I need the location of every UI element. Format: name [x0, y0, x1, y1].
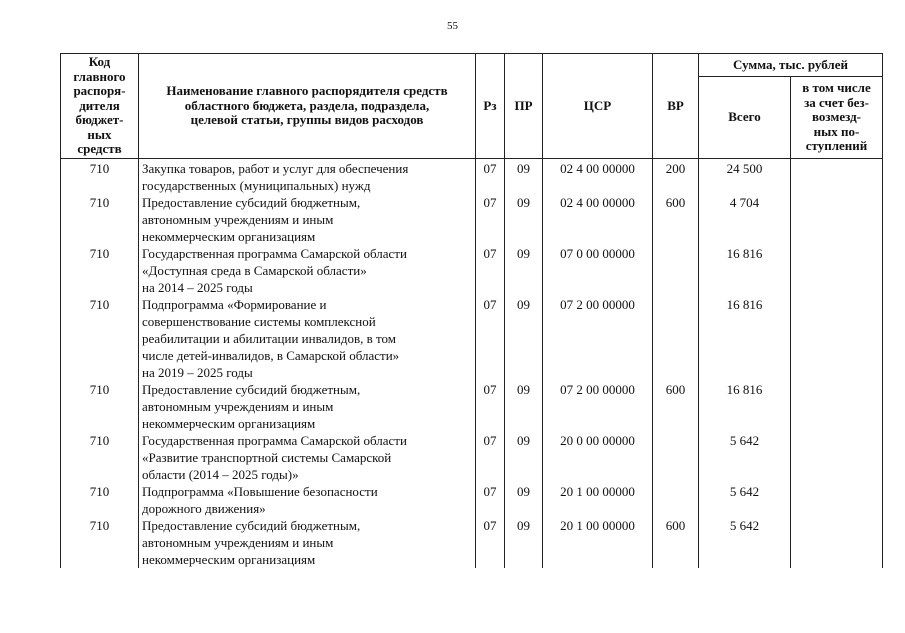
cell-code: 710 [61, 432, 139, 483]
cell-pr: 09 [505, 432, 543, 483]
table-header [61, 54, 883, 159]
header-sum-group: Сумма, тыс. рублей [699, 54, 883, 77]
table-row [61, 194, 883, 245]
cell-vr [653, 432, 699, 483]
header-code: Код главного распоря- дителя бюджет- ных средств [61, 54, 139, 159]
cell-gratuitous [791, 194, 883, 245]
cell-vr: 600 [653, 517, 699, 568]
cell-code: 710 [61, 381, 139, 432]
table-row [61, 517, 883, 568]
cell-vr [653, 296, 699, 381]
cell-total: 5 642 [699, 517, 791, 568]
table-row [61, 158, 883, 194]
cell-csr: 02 4 00 00000 [543, 158, 653, 194]
cell-csr: 20 1 00 00000 [543, 517, 653, 568]
header-gratuitous: в том числе за счет без- возмезд- ных по- ступлений [791, 77, 883, 159]
cell-name: Подпрограмма «Повышение безопасности дорожного движения» [139, 483, 476, 517]
cell-rz: 07 [476, 483, 505, 517]
cell-csr: 07 2 00 00000 [543, 381, 653, 432]
cell-vr: 600 [653, 194, 699, 245]
cell-rz: 07 [476, 158, 505, 194]
cell-pr: 09 [505, 483, 543, 517]
cell-gratuitous [791, 432, 883, 483]
cell-csr: 07 2 00 00000 [543, 296, 653, 381]
cell-gratuitous [791, 517, 883, 568]
table-row [61, 432, 883, 483]
cell-code: 710 [61, 194, 139, 245]
table-row [61, 296, 883, 381]
cell-name: Государственная программа Самарской области «Доступная среда в Самарской области» на 2014 – 2025 годы [139, 245, 476, 296]
cell-gratuitous [791, 483, 883, 517]
cell-gratuitous [791, 245, 883, 296]
header-pr: ПР [505, 54, 543, 159]
header-name: Наименование главного распорядителя средств областного бюджета, раздела, подраздела, целевой статьи, группы видов расходов [139, 54, 476, 159]
cell-total: 5 642 [699, 483, 791, 517]
cell-rz: 07 [476, 194, 505, 245]
header-rz: Рз [476, 54, 505, 159]
cell-csr: 02 4 00 00000 [543, 194, 653, 245]
table-row [61, 381, 883, 432]
cell-code: 710 [61, 517, 139, 568]
cell-csr: 20 0 00 00000 [543, 432, 653, 483]
cell-pr: 09 [505, 381, 543, 432]
cell-total: 5 642 [699, 432, 791, 483]
cell-csr: 20 1 00 00000 [543, 483, 653, 517]
cell-vr: 600 [653, 381, 699, 432]
cell-gratuitous [791, 296, 883, 381]
cell-pr: 09 [505, 517, 543, 568]
cell-csr: 07 0 00 00000 [543, 245, 653, 296]
cell-code: 710 [61, 483, 139, 517]
cell-gratuitous [791, 158, 883, 194]
cell-name: Подпрограмма «Формирование и совершенствование системы комплексной реабилитации и абилитации инвалидов, в том числе детей-инвалидов, в Самарской области» на 2019 – 2025 годы [139, 296, 476, 381]
cell-total: 16 816 [699, 381, 791, 432]
cell-code: 710 [61, 296, 139, 381]
table-row [61, 245, 883, 296]
cell-name: Предоставление субсидий бюджетным, автономным учреждениям и иным некоммерческим организациям [139, 517, 476, 568]
cell-total: 24 500 [699, 158, 791, 194]
cell-total: 16 816 [699, 245, 791, 296]
cell-vr [653, 483, 699, 517]
cell-total: 16 816 [699, 296, 791, 381]
header-csr: ЦСР [543, 54, 653, 159]
header-vr: ВР [653, 54, 699, 159]
cell-rz: 07 [476, 517, 505, 568]
cell-name: Предоставление субсидий бюджетным, автономным учреждениям и иным некоммерческим организациям [139, 194, 476, 245]
cell-pr: 09 [505, 194, 543, 245]
cell-pr: 09 [505, 158, 543, 194]
cell-rz: 07 [476, 245, 505, 296]
cell-gratuitous [791, 381, 883, 432]
cell-rz: 07 [476, 432, 505, 483]
cell-pr: 09 [505, 245, 543, 296]
cell-vr: 200 [653, 158, 699, 194]
cell-name: Закупка товаров, работ и услуг для обеспечения государственных (муниципальных) нужд [139, 158, 476, 194]
page-number: 55 [447, 20, 458, 32]
cell-pr: 09 [505, 296, 543, 381]
cell-total: 4 704 [699, 194, 791, 245]
cell-rz: 07 [476, 381, 505, 432]
cell-name: Государственная программа Самарской области «Развитие транспортной системы Самарской области (2014 – 2025 годы)» [139, 432, 476, 483]
cell-code: 710 [61, 245, 139, 296]
cell-code: 710 [61, 158, 139, 194]
header-total: Всего [699, 77, 791, 159]
cell-vr [653, 245, 699, 296]
cell-rz: 07 [476, 296, 505, 381]
table-body [61, 158, 883, 568]
table-row [61, 483, 883, 517]
cell-name: Предоставление субсидий бюджетным, автономным учреждениям и иным некоммерческим организациям [139, 381, 476, 432]
budget-table [60, 53, 883, 568]
